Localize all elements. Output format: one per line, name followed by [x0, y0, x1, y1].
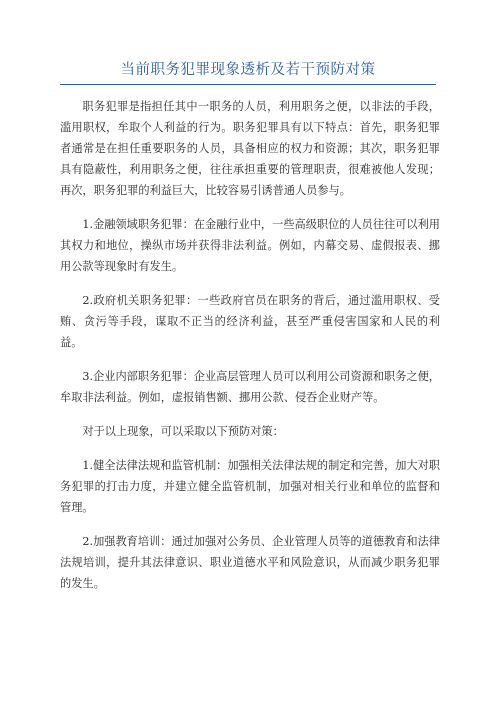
paragraph-enterprise-crime: 3.企业内部职务犯罪：企业高层管理人员可以利用公司资源和职务之便，牟取非法利益。例如，虚报销售额、挪用公款、侵吞企业财产等。 — [60, 370, 440, 404]
title-underline — [60, 84, 436, 85]
document-body — [60, 96, 440, 607]
page-title: 当前职务犯罪现象透析及若干预防对策 — [120, 62, 376, 78]
paragraph-intro: 职务犯罪是指担任其中一职务的人员，利用职务之便，以非法的手段，滥用职权，牟取个人利益的行为。职务犯罪具有以下特点：首先，职务犯罪者通常是在担任重要职务的人员，具备相应的权力和资源；其次，职务犯罪具有隐蔽性，利用职务之便，往往承担重要的管理职责，很难被他人发现；再次，职务犯罪的利益巨大，比较容易引诱普通人员参与。 — [60, 100, 440, 197]
paragraph-countermeasure-law: 1.健全法律法规和监管机制：加强相关法律法规的制定和完善，加大对职务犯罪的打击力度，并建立健全监管机制，加强对相关行业和单位的监督和管理。 — [60, 459, 440, 514]
paragraph-countermeasure-education: 2.加强教育培训：通过加强对公务员、企业管理人员等的道德教育和法律法规培训，提升其法律意识、职业道德水平和风险意识，从而减少职务犯罪的发生。 — [60, 535, 440, 590]
paragraph-financial-crime: 1.金融领域职务犯罪：在金融行业中，一些高级职位的人员往往可以利用其权力和地位，操纵市场并获得非法利益。例如，内幕交易、虚假报表、挪用公款等现象时有发生。 — [60, 218, 440, 273]
paragraph-countermeasures-intro: 对于以上现象，可以采取以下预防对策： — [82, 425, 284, 438]
paragraph-government-crime: 2.政府机关职务犯罪：一些政府官员在职务的背后，通过滥用职权、受贿、贪污等手段，谋取不正当的经济利益，甚至严重侵害国家和人民的利益。 — [60, 294, 440, 349]
